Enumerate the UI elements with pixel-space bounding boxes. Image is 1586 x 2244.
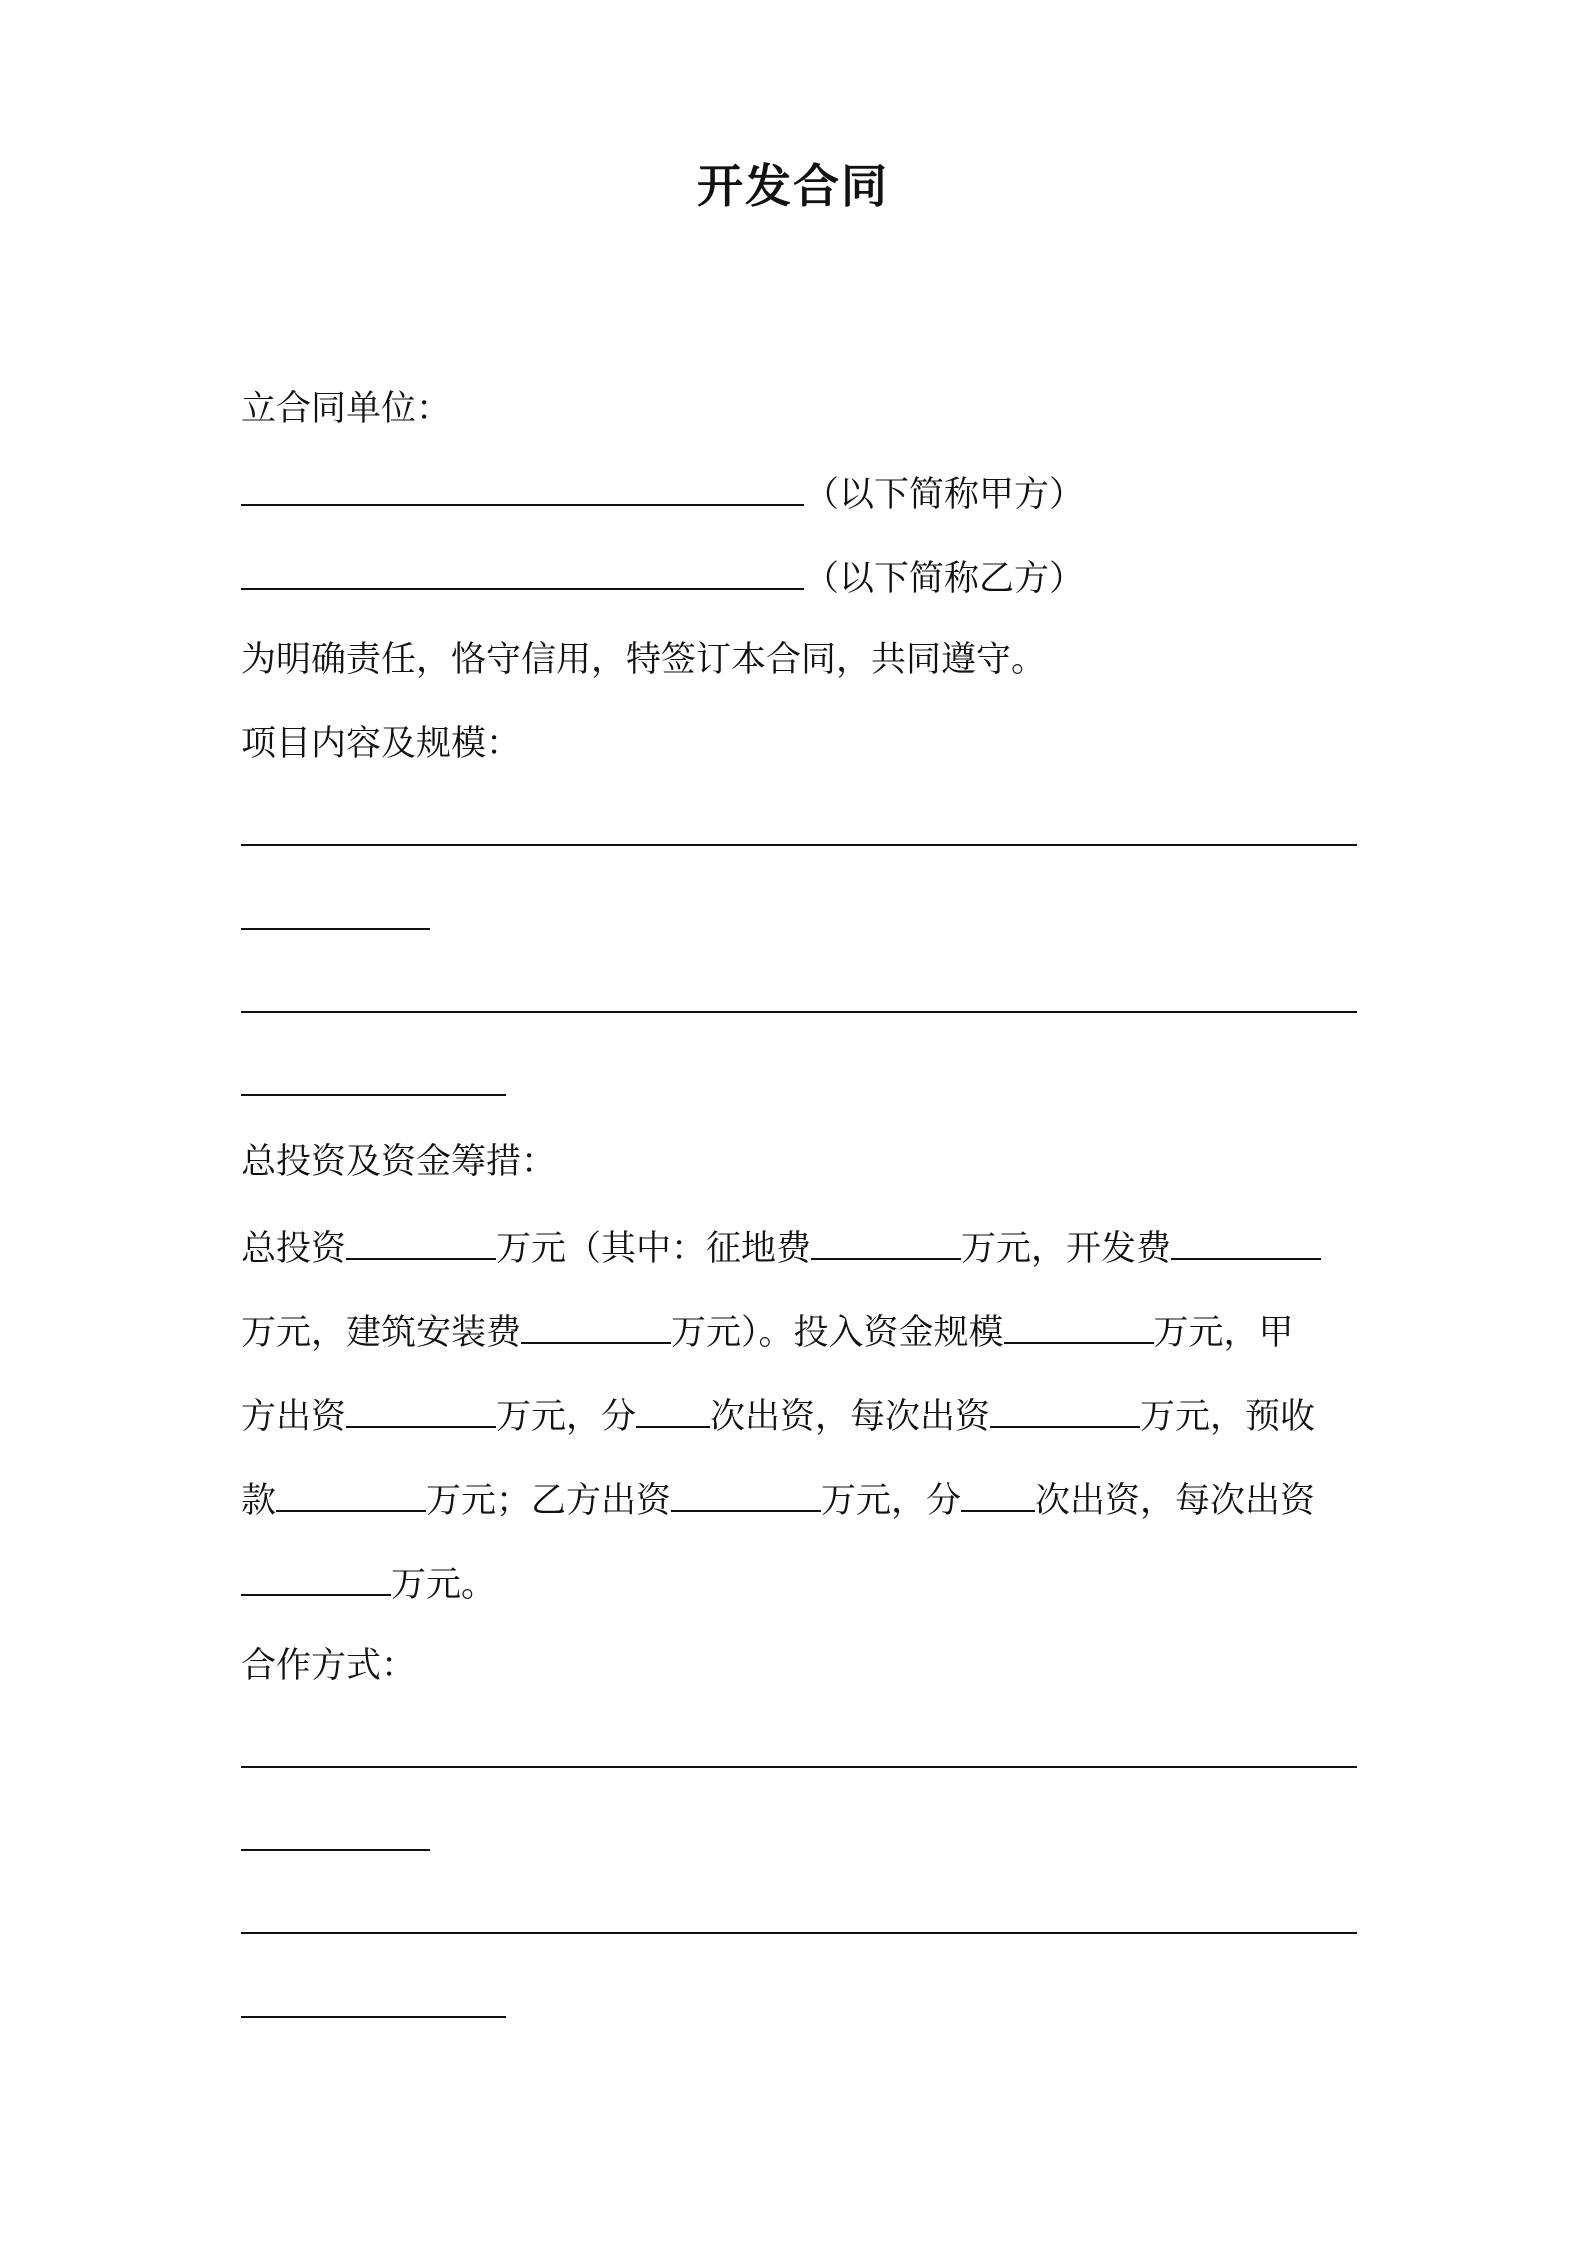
party-b-contribution-blank[interactable] (671, 1474, 821, 1512)
party-b-line (241, 552, 1361, 603)
party-b-blank[interactable] (241, 552, 804, 590)
party-b-per-installment-blank[interactable] (241, 1558, 391, 1596)
project-blank-line-3[interactable] (241, 1011, 1357, 1013)
investment-text: 万元，分 (496, 1397, 637, 1437)
project-heading: 项目内容及规模： (241, 724, 522, 764)
investment-text: 次出资，每次出资 (710, 1397, 991, 1437)
investment-text: 万元，分 (821, 1481, 962, 1521)
investment-text: 款 (241, 1481, 277, 1521)
construction-fee-blank[interactable] (521, 1306, 671, 1344)
investment-text: 万元，甲 (1153, 1313, 1294, 1353)
investment-line-2 (241, 1306, 1361, 1357)
investment-text: 万元，建筑安装费 (241, 1313, 522, 1353)
investment-line-1 (241, 1222, 1361, 1273)
advance-payment-blank[interactable] (276, 1474, 426, 1512)
investment-line-4 (241, 1474, 1361, 1525)
party-a-suffix: （以下简称甲方） (804, 475, 1085, 515)
cooperation-heading: 合作方式： (241, 1646, 417, 1686)
document-title: 开发合同 (697, 159, 889, 213)
party-b-installments-blank[interactable] (961, 1474, 1035, 1512)
project-blank-line-4[interactable] (241, 1094, 506, 1096)
cooperation-blank-line-4[interactable] (241, 2016, 506, 2018)
project-blank-line-2[interactable] (241, 928, 430, 930)
party-b-suffix: （以下简称乙方） (804, 559, 1085, 599)
capital-scale-blank[interactable] (1004, 1306, 1154, 1344)
investment-text: 方出资 (241, 1397, 347, 1437)
party-a-per-installment-blank[interactable] (990, 1390, 1140, 1428)
investment-text: 次出资，每次出资 (1035, 1481, 1316, 1521)
investment-line-3 (241, 1390, 1361, 1441)
cooperation-blank-line-2[interactable] (241, 1849, 430, 1851)
investment-line-5 (241, 1558, 1361, 1609)
land-fee-blank[interactable] (811, 1222, 961, 1260)
investment-text: 万元。 (391, 1565, 497, 1605)
investment-text: 万元，预收 (1140, 1397, 1316, 1437)
cooperation-blank-line-3[interactable] (241, 1932, 1357, 1934)
preamble: 为明确责任，恪守信用，特签订本合同，共同遵守。 (241, 640, 1047, 680)
investment-text: 总投资 (241, 1229, 347, 1269)
parties-heading: 立合同单位： (241, 389, 452, 429)
cooperation-blank-line-1[interactable] (241, 1766, 1357, 1768)
party-a-contribution-blank[interactable] (346, 1390, 496, 1428)
investment-text: 万元）。投入资金规模 (671, 1313, 1004, 1353)
investment-text: 万元（其中：征地费 (496, 1229, 812, 1269)
total-investment-blank[interactable] (346, 1222, 496, 1260)
investment-heading: 总投资及资金筹措： (241, 1142, 557, 1182)
party-a-installments-blank[interactable] (636, 1390, 710, 1428)
party-a-blank[interactable] (241, 468, 804, 506)
investment-text: 万元；乙方出资 (426, 1481, 672, 1521)
party-a-line (241, 468, 1361, 519)
project-blank-line-1[interactable] (241, 844, 1357, 846)
development-fee-blank[interactable] (1171, 1222, 1321, 1260)
investment-text: 万元，开发费 (961, 1229, 1172, 1269)
